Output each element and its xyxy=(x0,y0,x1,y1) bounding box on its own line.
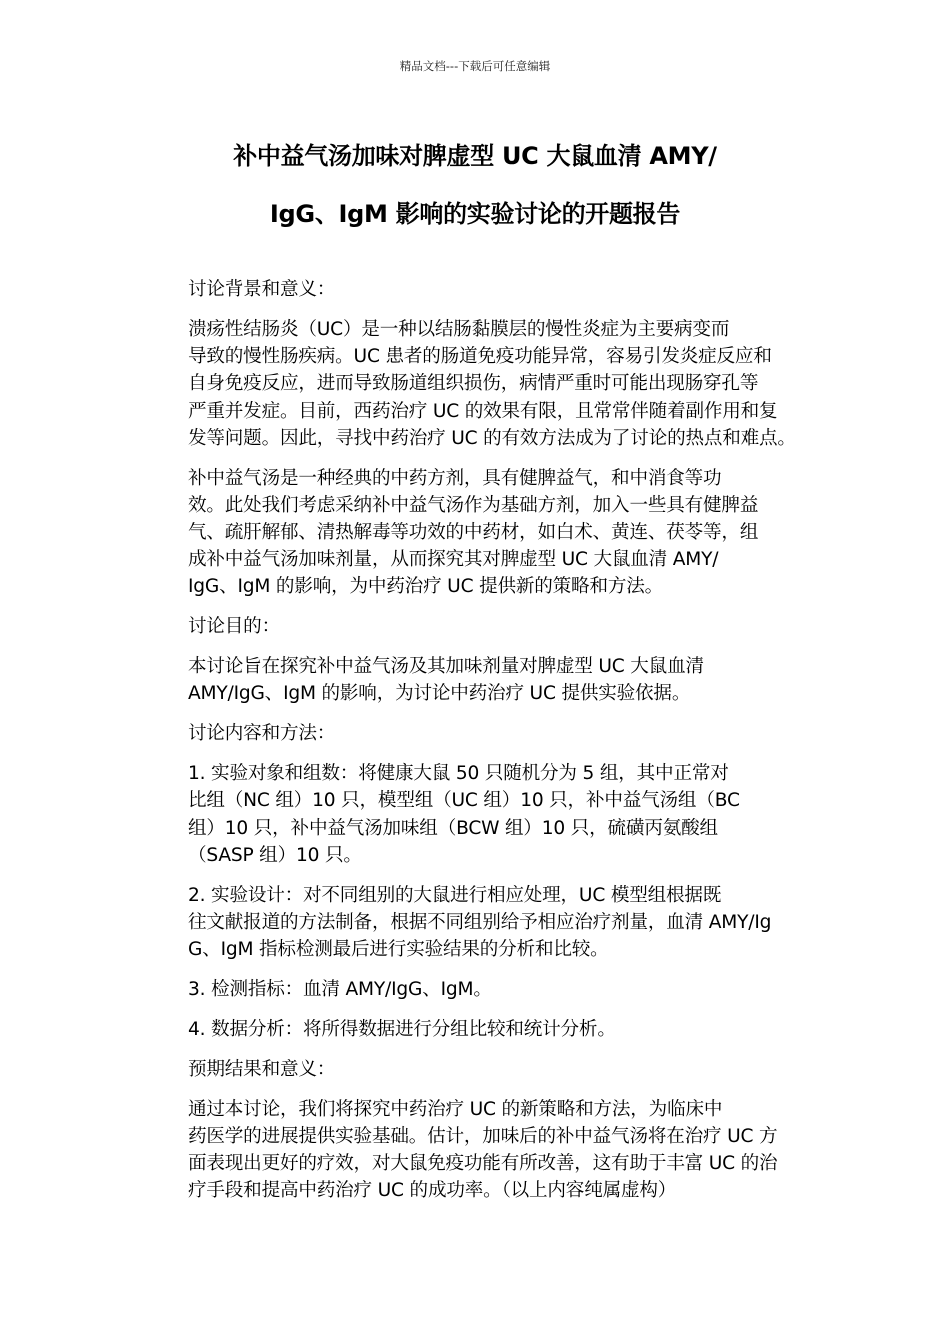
section-heading-results: 预期结果和意义： xyxy=(188,1058,336,1080)
text-line: 往文献报道的方法制备，根据不同组别给予相应治疗剂量，血清 AMY/Ig xyxy=(188,911,772,933)
text-line: 组）10 只，补中益气汤加味组（BCW 组）10 只，硫磺丙氨酸组 xyxy=(188,817,718,839)
section-heading-methods: 讨论内容和方法： xyxy=(188,723,336,745)
paragraph-method-2 xyxy=(145,882,820,964)
text-line: 本讨论旨在探究补中益气汤及其加味剂量对脾虚型 UC 大鼠血清 xyxy=(188,656,704,678)
text-line: G、IgM 指标检测最后进行实验结果的分析和比较。 xyxy=(188,939,609,961)
paragraph-background-2 xyxy=(145,465,820,601)
text-line: 面表现出更好的疗效，对大鼠免疫功能有所改善，这有助于丰富 UC 的治 xyxy=(188,1153,778,1175)
text-line: 成补中益气汤加味剂量，从而探究其对脾虚型 UC 大鼠血清 AMY/ xyxy=(188,549,719,571)
text-line: 疗手段和提高中药治疗 UC 的成功率。（以上内容纯属虚构） xyxy=(188,1180,677,1202)
text-line: 发等问题。因此，寻找中药治疗 UC 的有效方法成为了讨论的热点和难点。 xyxy=(188,427,796,449)
text-line: 补中益气汤是一种经典的中药方剂，具有健脾益气，和中消食等功 xyxy=(188,467,722,489)
text-line: 药医学的进展提供实验基础。估计，加味后的补中益气汤将在治疗 UC 方 xyxy=(188,1125,778,1147)
document-title-line-2: IgG、IgM 影响的实验讨论的开题报告 xyxy=(269,200,681,228)
document-title-line-1: 补中益气汤加味对脾虚型 UC 大鼠血清 AMY/ xyxy=(233,142,717,170)
text-line: 严重并发症。目前，西药治疗 UC 的效果有限，且常常伴随着副作用和复 xyxy=(188,400,778,422)
text-line: 导致的慢性肠疾病。UC 患者的肠道免疫功能异常，容易引发炎症反应和 xyxy=(188,346,772,368)
paragraph-method-1 xyxy=(145,760,820,869)
text-line: （SASP 组）10 只。 xyxy=(188,844,362,866)
text-line: 比组（NC 组）10 只，模型组（UC 组）10 只，补中益气汤组（BC xyxy=(188,790,740,812)
text-line: 2. 实验设计：对不同组别的大鼠进行相应处理，UC 模型组根据既 xyxy=(188,884,722,906)
text-line: 效。此处我们考虑采纳补中益气汤作为基础方剂，加入一些具有健脾益 xyxy=(188,494,759,516)
section-heading-background: 讨论背景和意义： xyxy=(188,279,336,300)
paragraph-aim xyxy=(145,653,820,707)
text-line: 气、疏肝解郁、清热解毒等功效的中药材，如白术、黄连、茯苓等，组 xyxy=(188,522,759,543)
text-line: IgG、IgM 的影响，为中药治疗 UC 提供新的策略和方法。 xyxy=(188,576,664,598)
paragraph-results xyxy=(145,1096,820,1205)
text-line: 自身免疫反应，进而导致肠道组织损伤，病情严重时可能出现肠穿孔等 xyxy=(188,373,759,395)
text-line: AMY/IgG、IgM 的影响，为讨论中药治疗 UC 提供实验依据。 xyxy=(188,683,691,705)
section-heading-aim: 讨论目的： xyxy=(188,616,280,638)
paragraph-method-4: 4. 数据分析：将所得数据进行分组比较和统计分析。 xyxy=(188,1018,616,1040)
page-header: 精品文档---下载后可任意编辑 xyxy=(399,59,551,73)
paragraph-method-3: 3. 检测指标：血清 AMY/IgG、IgM。 xyxy=(188,978,492,1000)
text-line: 溃疡性结肠炎（UC）是一种以结肠黏膜层的慢性炎症为主要病变而 xyxy=(188,318,730,340)
text-line: 通过本讨论，我们将探究中药治疗 UC 的新策略和方法，为临床中 xyxy=(188,1098,723,1120)
text-line: 1. 实验对象和组数：将健康大鼠 50 只随机分为 5 组，其中正常对 xyxy=(188,763,729,785)
document-body xyxy=(145,276,820,1217)
paragraph-background-1 xyxy=(145,316,820,452)
